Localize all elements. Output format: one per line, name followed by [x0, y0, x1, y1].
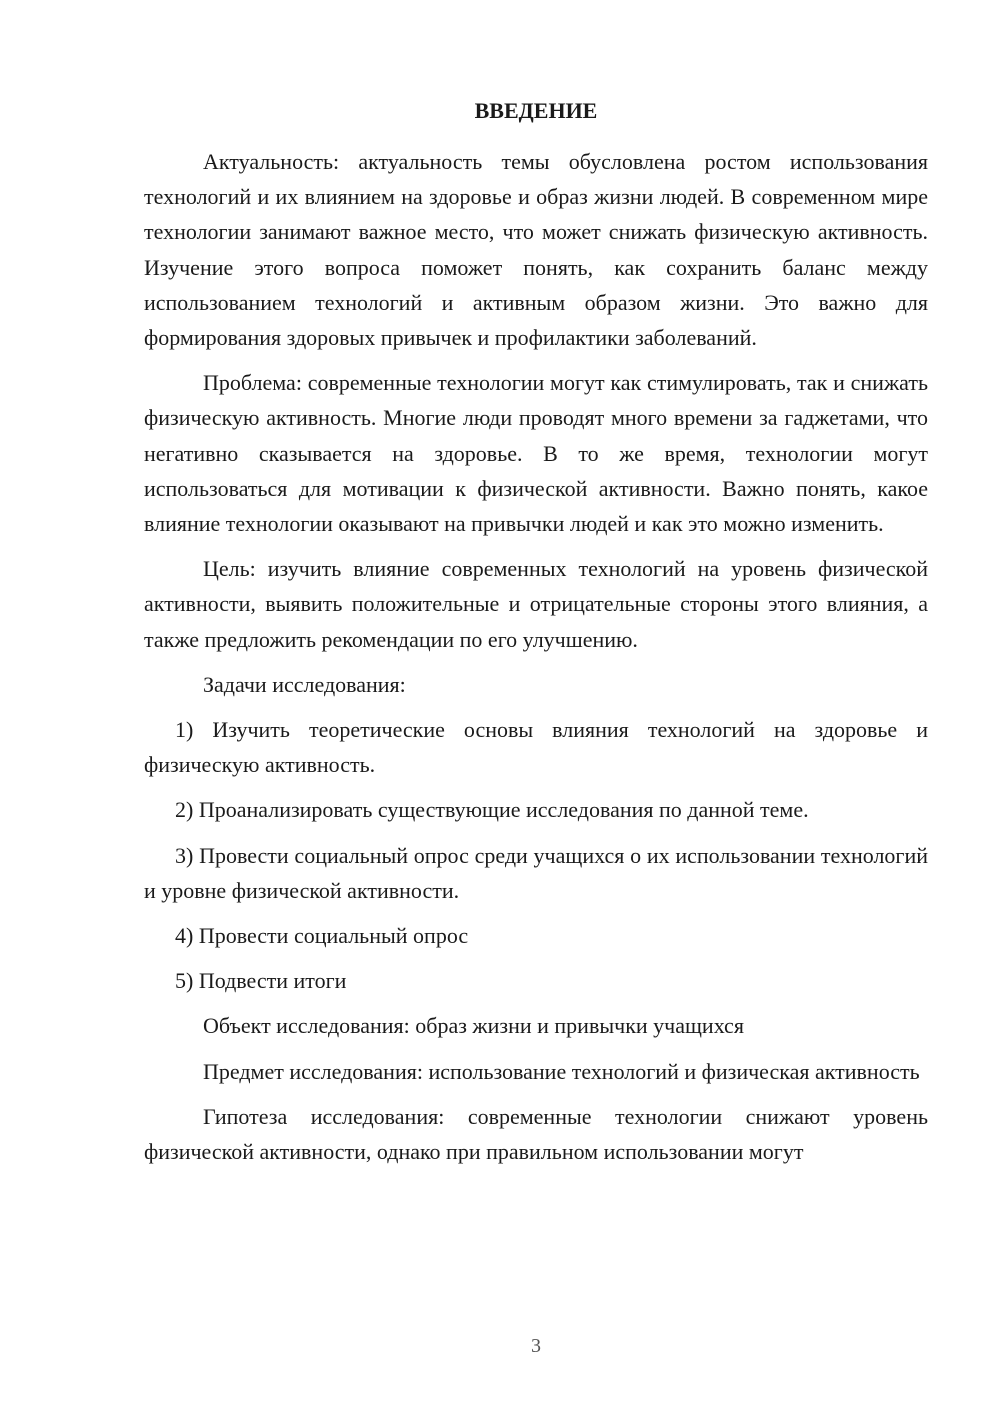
section-title: ВВЕДЕНИЕ	[474, 98, 598, 123]
task-item-4: 4) Провести социальный опрос	[175, 923, 469, 949]
problem-paragraph: Проблема: современные технологии могут как стимулировать, так и снижать физическую активность. Многие люди проводят много времени за гаджетами, что негативно сказывается на здоровье. В то же время, технологии могут использоваться для мотивации к физической активности. Важно понять, какое влияние технологии оказывают на привычки людей и как это можно изменить.	[144, 370, 928, 537]
object-paragraph: Объект исследования: образ жизни и привычки учащихся	[203, 1013, 744, 1039]
task-item-1: 1) Изучить теоретические основы влияния технологий на здоровье и физическую активность.	[144, 717, 928, 778]
goal-paragraph: Цель: изучить влияние современных технологий на уровень физической активности, выявить положительные и отрицательные стороны этого влияния, а также предложить рекомендации по его улучшению.	[144, 556, 928, 652]
task-item-2: 2) Проанализировать существующие исследования по данной теме.	[175, 797, 809, 823]
page-number: 3	[531, 1335, 541, 1357]
hypothesis-paragraph: Гипотеза исследования: современные технологии снижают уровень физической активности, однако при правильном использовании могут	[144, 1103, 928, 1165]
subject-paragraph: Предмет исследования: использование технологий и физическая активность	[203, 1058, 920, 1084]
tasks-heading: Задачи исследования:	[203, 671, 406, 697]
page-content	[144, 96, 928, 1179]
task-item-3: 3) Провести социальный опрос среди учащихся о их использовании технологий и уровне физической активности.	[144, 842, 928, 903]
relevance-paragraph: Актуальность: актуальность темы обусловлена ростом использования технологий и их влиянием на здоровье и образ жизни людей. В современном мире технологии занимают важное место, что может снижать физическую активность. Изучение этого вопроса поможет понять, как сохранить баланс между использованием технологий и активным образом жизни. Это важно для формирования здоровых привычек и профилактики заболеваний.	[144, 149, 928, 351]
task-item-5: 5) Подвести итоги	[175, 968, 347, 994]
